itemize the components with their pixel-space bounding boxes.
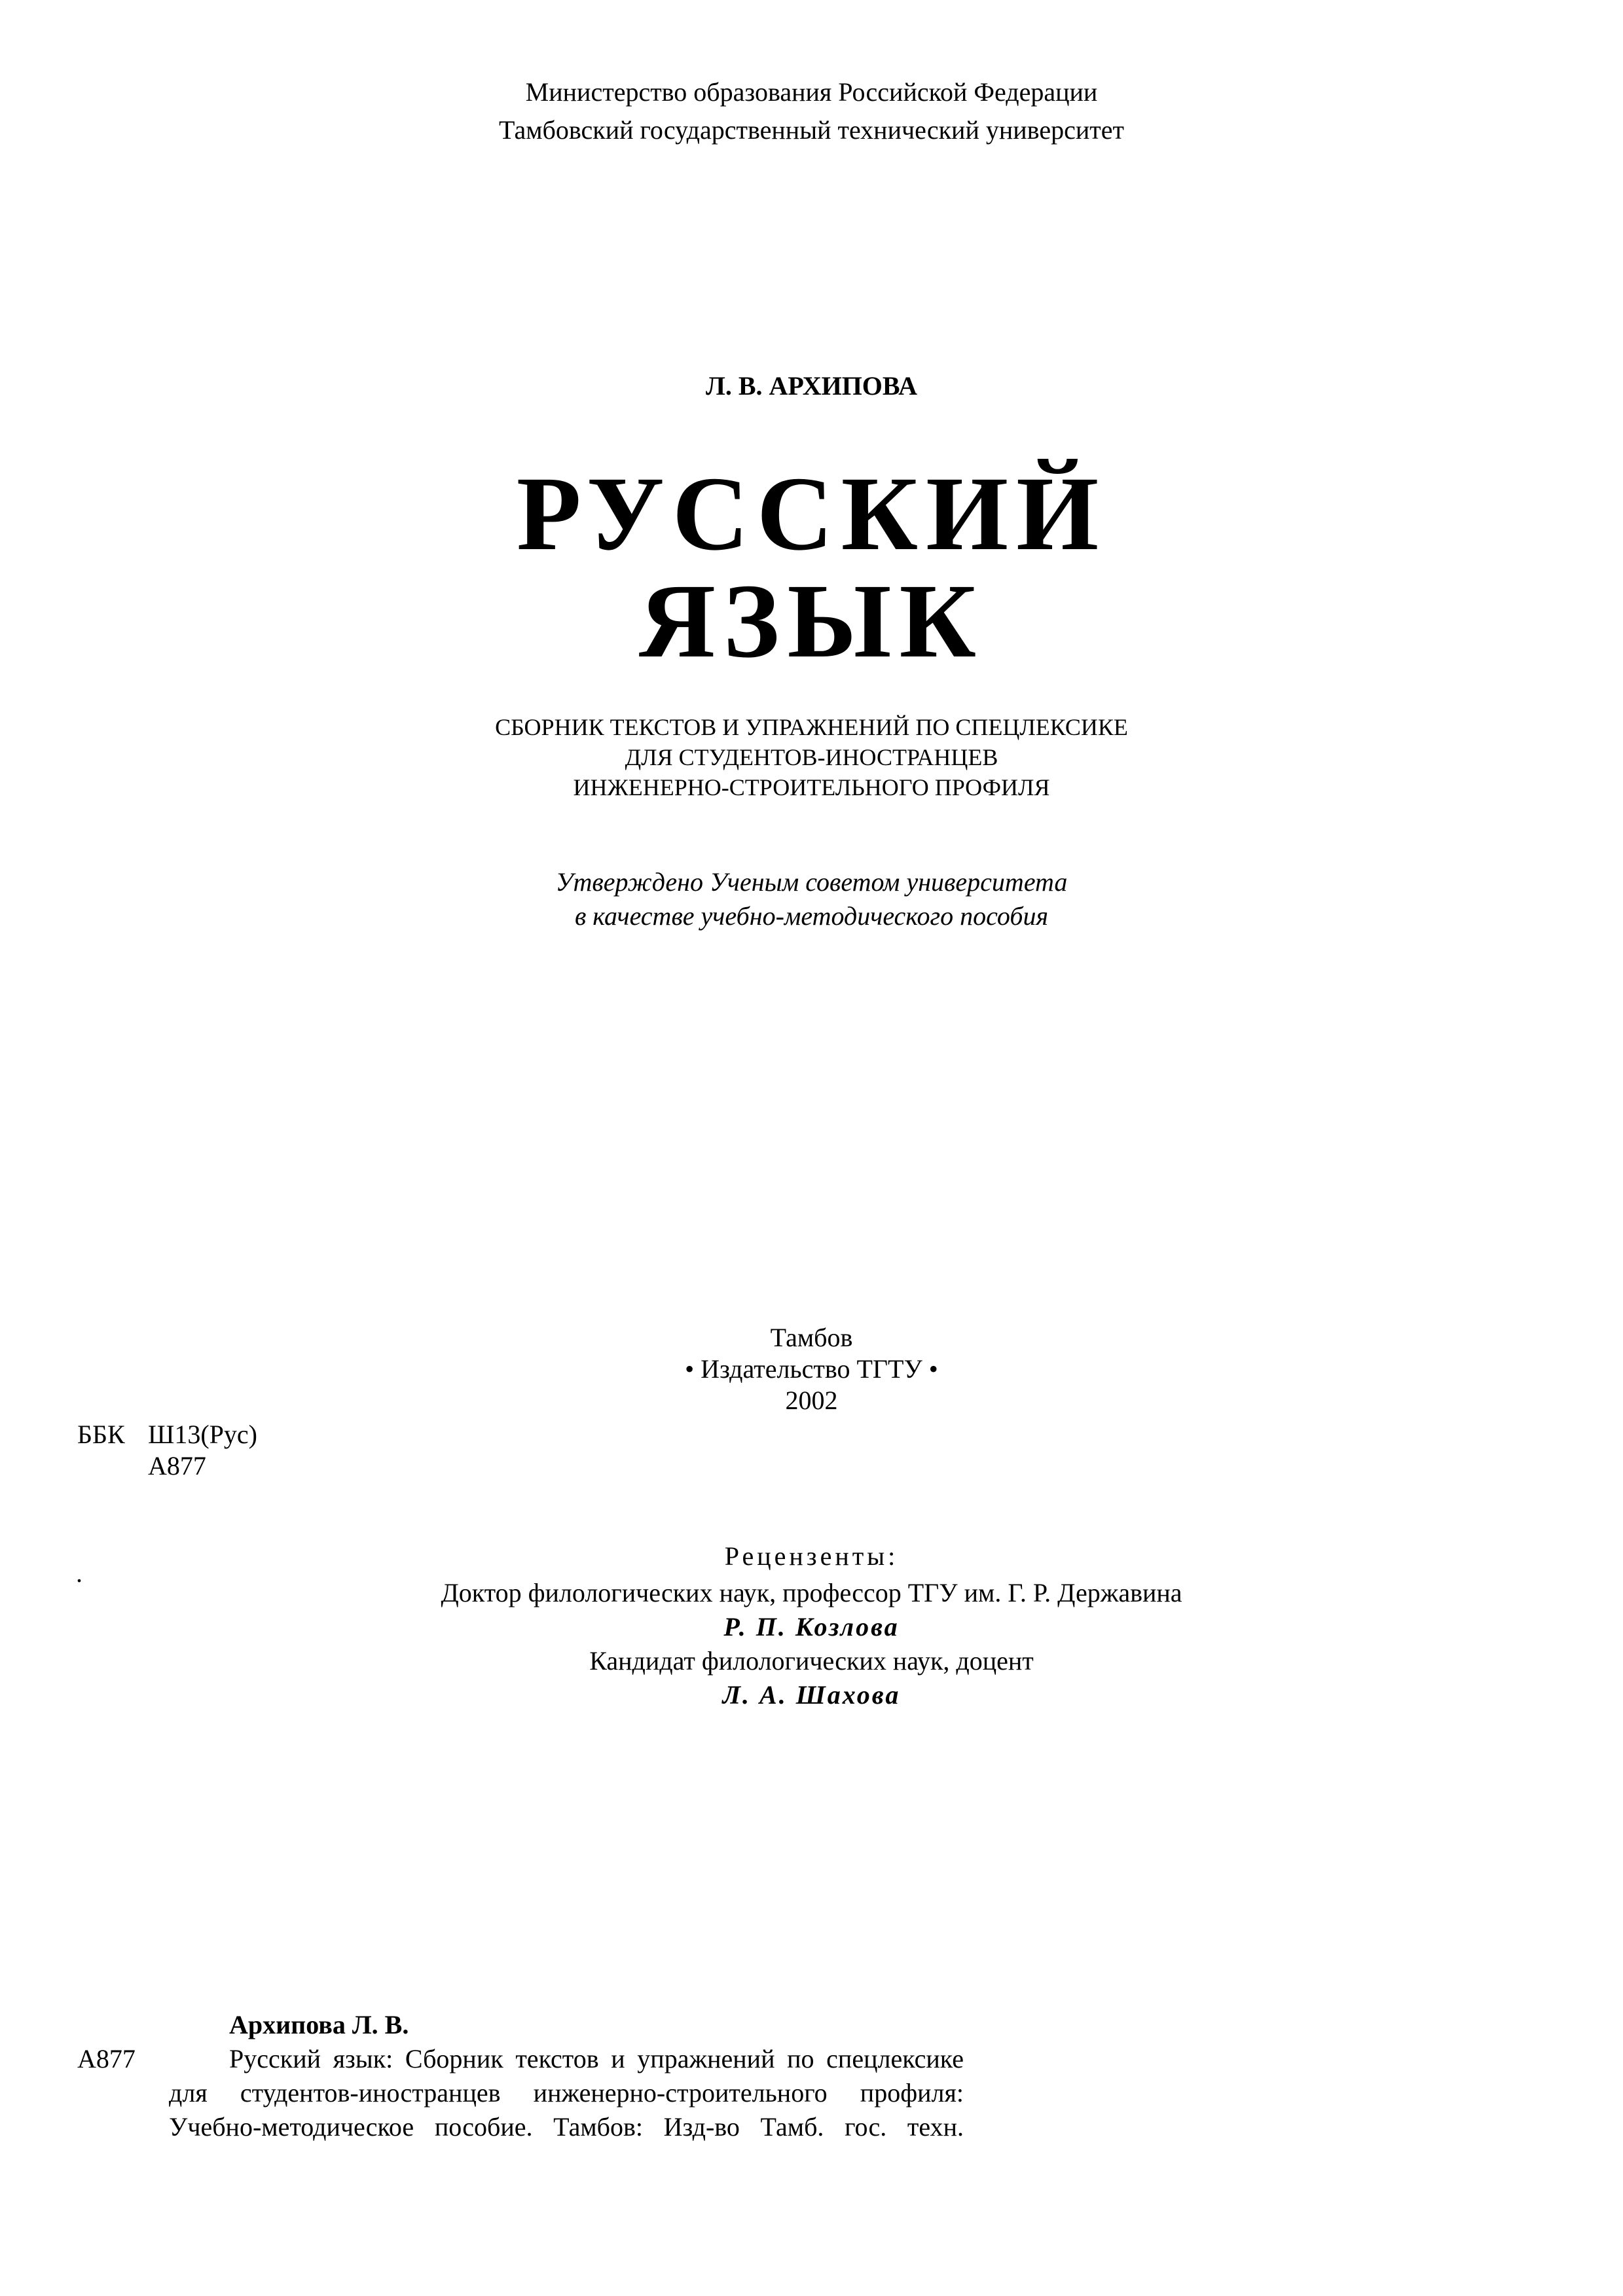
reviewer-1-name-text: Р. П. Козлова xyxy=(723,1612,900,1641)
approval-line-1: Утверждено Ученым советом университета xyxy=(555,867,1068,897)
reviewer-1-title: Доктор филологических наук, профессор ТГУ им. Г. Р. Державина xyxy=(441,1578,1182,1607)
stray-mark: . xyxy=(76,1558,82,1588)
reviewer-2-name xyxy=(0,1678,1623,1712)
biblio-line-1: Русский язык: Сборник текстов и упражнений по спецлексике xyxy=(229,2044,964,2073)
approval-line-2: в качестве учебно-методического пособия xyxy=(574,901,1049,931)
ministry-line: Министерство образования Российской Федерации xyxy=(525,77,1098,107)
bbk-author-mark: А877 xyxy=(148,1451,206,1480)
title-line-2: ЯЗЫК xyxy=(638,563,985,680)
university-line: Тамбовский государственный технический университет xyxy=(499,115,1124,145)
imprint-year: 2002 xyxy=(785,1386,838,1415)
title-line-1: РУССКИЙ xyxy=(516,456,1107,573)
subtitle-line-1: СБОРНИК ТЕКСТОВ И УПРАЖНЕНИЙ ПО СПЕЦЛЕКСИКЕ xyxy=(495,714,1128,740)
reviewers-heading-text: Рецензенты: xyxy=(724,1541,899,1571)
bbk-label: ББК xyxy=(77,1420,125,1449)
biblio-line-3: Учебно-методическое пособие. Тамбов: Изд-во Тамб. гос. техн. xyxy=(169,2112,964,2142)
subtitle-line-2: ДЛЯ СТУДЕНТОВ-ИНОСТРАНЦЕВ xyxy=(625,744,998,770)
author-name: Л. В. АРХИПОВА xyxy=(706,371,917,401)
biblio-line-2: для студентов-иностранцев инженерно-строительного профиля: xyxy=(169,2078,964,2108)
reviewer-2-title: Кандидат филологических наук, доцент xyxy=(589,1646,1034,1676)
reviewer-1-name xyxy=(0,1610,1623,1644)
biblio-author: Архипова Л. В. xyxy=(229,2010,409,2039)
biblio-author-mark: А877 xyxy=(77,2044,136,2073)
imprint-city: Тамбов xyxy=(770,1323,853,1352)
reviewer-2-name-text: Л. А. Шахова xyxy=(722,1680,901,1710)
subtitle-line-3: ИНЖЕНЕРНО-СТРОИТЕЛЬНОГО ПРОФИЛЯ xyxy=(573,774,1050,800)
reviewers-heading xyxy=(0,1539,1623,1573)
bbk-code: Ш13(Рус) xyxy=(148,1420,257,1449)
imprint-publisher: • Издательство ТГТУ • xyxy=(685,1354,938,1384)
